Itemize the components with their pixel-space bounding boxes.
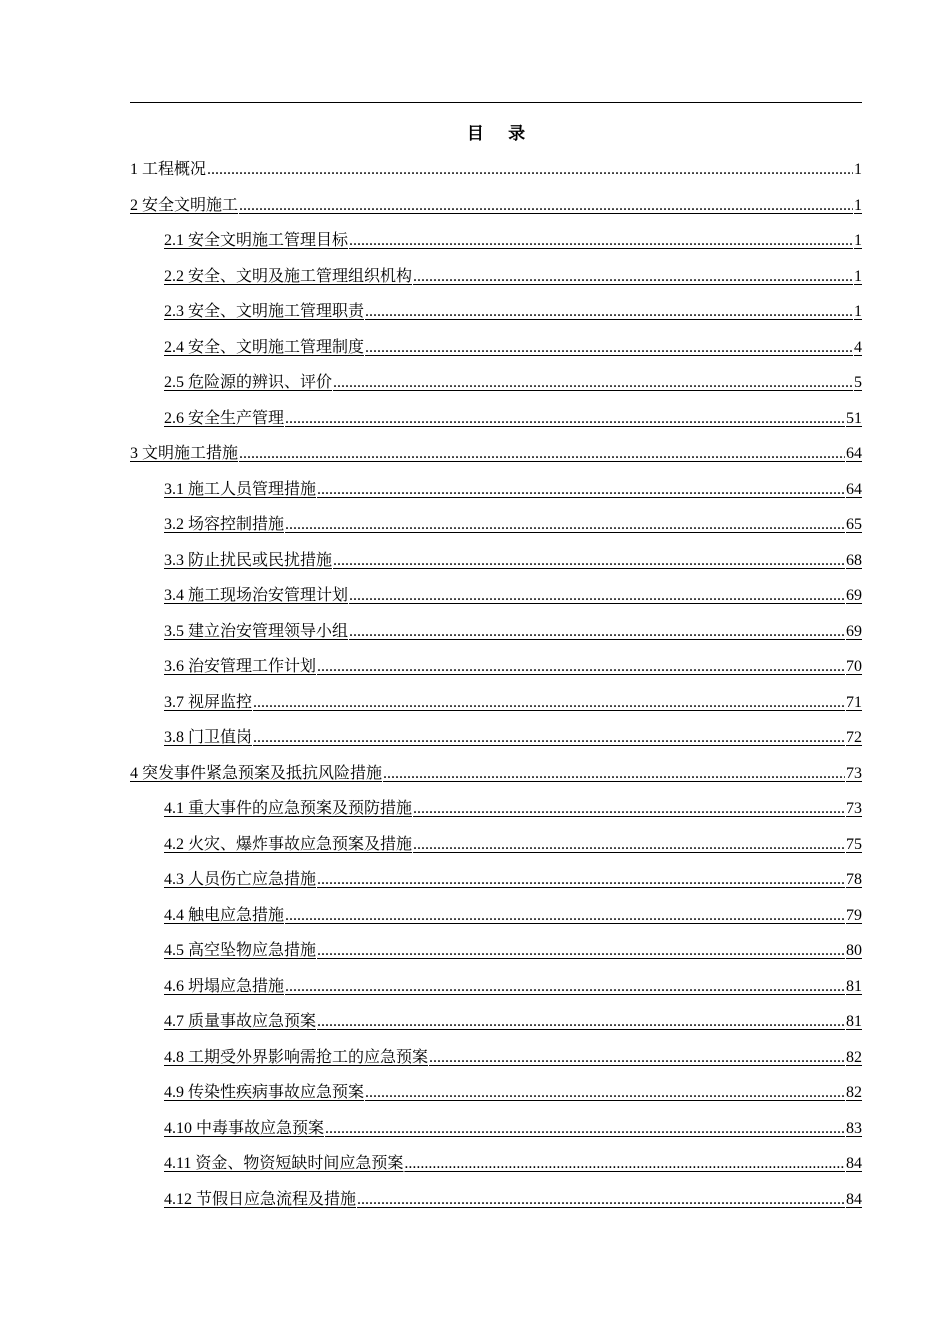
toc-dot-leader (317, 475, 845, 505)
toc-entry-text: 4.3 人员伤亡应急措施 (164, 871, 317, 888)
toc-dot-leader (413, 830, 845, 860)
toc-dot-leader (317, 1007, 845, 1037)
toc-entry[interactable] (130, 901, 862, 937)
toc-dot-leader (333, 546, 845, 576)
toc-entry-page-number: 69 (846, 587, 862, 604)
toc-entry-text: 2.5 危险源的辨识、评价 (164, 374, 333, 391)
toc-entry[interactable] (130, 262, 862, 298)
toc-entry-page-number: 84 (846, 1155, 862, 1172)
toc-entry-page-number: 78 (846, 871, 862, 888)
toc-entry-text: 4.7 质量事故应急预案 (164, 1013, 317, 1030)
toc-entry[interactable] (130, 1007, 862, 1043)
toc-entry-text: 2.4 安全、文明施工管理制度 (164, 338, 365, 356)
toc-entry-text: 4.12 节假日应急流程及措施 (164, 1190, 357, 1208)
toc-entry[interactable] (130, 1185, 862, 1221)
toc-entry[interactable] (130, 865, 862, 901)
toc-entry-page-number: 1 (854, 232, 862, 249)
toc-dot-leader (317, 936, 845, 966)
toc-entry-text: 4.9 传染性疾病事故应急预案 (164, 1084, 365, 1101)
toc-dot-leader (357, 1185, 845, 1215)
toc-entry-text: 3.4 施工现场治安管理计划 (164, 587, 349, 604)
toc-entry[interactable] (130, 510, 862, 546)
toc-entry-text: 2.6 安全生产管理 (164, 409, 285, 427)
toc-dot-leader (239, 439, 845, 469)
toc-entry-text: 3.3 防止扰民或民扰措施 (164, 551, 333, 569)
toc-entry-text: 4.5 高空坠物应急措施 (164, 942, 317, 959)
toc-entry[interactable] (130, 1043, 862, 1079)
toc-entry-page-number: 64 (846, 445, 862, 462)
toc-entry-page-number: 84 (846, 1190, 862, 1208)
toc-entry[interactable] (130, 1078, 862, 1114)
toc-entry-text: 2.3 安全、文明施工管理职责 (164, 303, 365, 320)
toc-entry-page-number: 73 (846, 764, 862, 782)
toc-entry[interactable] (130, 759, 862, 795)
toc-entry-text: 4.4 触电应急措施 (164, 906, 285, 924)
toc-entry-page-number: 64 (846, 480, 862, 498)
toc-entry-text: 4.1 重大事件的应急预案及预防措施 (164, 800, 413, 817)
toc-entry-page-number: 51 (846, 409, 862, 427)
toc-entry[interactable] (130, 297, 862, 333)
toc-entry-page-number: 81 (846, 977, 862, 995)
toc-dot-leader (325, 1114, 845, 1144)
toc-entry-page-number: 71 (846, 693, 862, 711)
toc-entry[interactable] (130, 226, 862, 262)
toc-title: 目 录 (466, 124, 536, 143)
toc-entry-page-number: 68 (846, 551, 862, 569)
toc-entry-page-number: 73 (846, 800, 862, 817)
header-rule (130, 102, 862, 103)
toc-entry-page-number: 5 (854, 374, 862, 391)
toc-entry[interactable] (130, 475, 862, 511)
toc-entry-text: 1 工程概况 (130, 161, 207, 178)
toc-dot-leader (413, 794, 845, 824)
toc-entry-page-number: 70 (846, 658, 862, 675)
toc-entry-text: 3.7 视屏监控 (164, 693, 253, 711)
toc-entry[interactable] (130, 581, 862, 617)
toc-entry-page-number: 69 (846, 622, 862, 640)
toc-dot-leader (365, 1078, 845, 1108)
toc-dot-leader (365, 333, 853, 363)
toc-entry-page-number: 75 (846, 835, 862, 853)
toc-dot-leader (285, 404, 845, 434)
toc-dot-leader (349, 226, 853, 256)
toc-dot-leader (317, 652, 845, 682)
toc-entry-text: 2.1 安全文明施工管理目标 (164, 232, 349, 249)
toc-entry-text: 2 安全文明施工 (130, 196, 239, 214)
toc-entry-page-number: 81 (846, 1013, 862, 1030)
toc-entry-page-number: 65 (846, 516, 862, 533)
toc-entry[interactable] (130, 155, 862, 191)
toc-entry-text: 3 文明施工措施 (130, 445, 239, 462)
toc-dot-leader (349, 581, 845, 611)
toc-entry[interactable] (130, 439, 862, 475)
toc-entry-page-number: 82 (846, 1084, 862, 1101)
toc-entry[interactable] (130, 333, 862, 369)
toc-entry[interactable] (130, 723, 862, 759)
toc-entry[interactable] (130, 936, 862, 972)
toc-entry[interactable] (130, 652, 862, 688)
toc-entry[interactable] (130, 546, 862, 582)
toc-dot-leader (333, 368, 853, 398)
toc-dot-leader (285, 901, 845, 931)
toc-dot-leader (429, 1043, 845, 1073)
toc-entry-text: 4.11 资金、物资短缺时间应急预案 (164, 1155, 404, 1172)
toc-dot-leader (253, 723, 845, 753)
toc-entry[interactable] (130, 1114, 862, 1150)
toc-entry-page-number: 1 (854, 161, 862, 178)
toc-dot-leader (413, 262, 853, 292)
toc-list (130, 155, 862, 1220)
toc-entry-text: 4.2 火灾、爆炸事故应急预案及措施 (164, 835, 413, 853)
toc-dot-leader (383, 759, 845, 789)
toc-entry-page-number: 1 (854, 303, 862, 320)
toc-dot-leader (317, 865, 845, 895)
toc-entry-page-number: 1 (854, 196, 862, 214)
toc-entry-page-number: 1 (854, 267, 862, 285)
toc-dot-leader (365, 297, 853, 327)
toc-entry[interactable] (130, 617, 862, 653)
toc-dot-leader (239, 191, 853, 221)
toc-entry-text: 2.2 安全、文明及施工管理组织机构 (164, 267, 413, 285)
toc-entry-page-number: 80 (846, 942, 862, 959)
toc-dot-leader (207, 155, 853, 185)
toc-dot-leader (404, 1149, 845, 1179)
toc-entry-text: 3.6 治安管理工作计划 (164, 658, 317, 675)
toc-entry-text: 3.2 场容控制措施 (164, 516, 285, 533)
toc-entry-text: 3.8 门卫值岗 (164, 729, 253, 746)
toc-entry[interactable] (130, 972, 862, 1008)
toc-entry[interactable] (130, 191, 862, 227)
toc-entry-page-number: 82 (846, 1048, 862, 1066)
toc-entry-text: 4.6 坍塌应急措施 (164, 977, 285, 995)
toc-entry-text: 4.8 工期受外界影响需抢工的应急预案 (164, 1048, 429, 1066)
toc-entry[interactable] (130, 404, 862, 440)
toc-entry-text: 4 突发事件紧急预案及抵抗风险措施 (130, 764, 383, 782)
toc-dot-leader (349, 617, 845, 647)
toc-dot-leader (253, 688, 845, 718)
toc-entry[interactable] (130, 830, 862, 866)
toc-entry[interactable] (130, 688, 862, 724)
toc-entry[interactable] (130, 794, 862, 830)
toc-entry[interactable] (130, 1149, 862, 1185)
toc-entry-text: 4.10 中毒事故应急预案 (164, 1119, 325, 1137)
toc-dot-leader (285, 972, 845, 1002)
toc-entry-page-number: 79 (846, 906, 862, 924)
toc-entry-text: 3.1 施工人员管理措施 (164, 480, 317, 498)
toc-dot-leader (285, 510, 845, 540)
toc-entry[interactable] (130, 368, 862, 404)
toc-entry-page-number: 72 (846, 729, 862, 746)
toc-entry-text: 3.5 建立治安管理领导小组 (164, 622, 349, 640)
toc-entry-page-number: 4 (854, 338, 862, 356)
toc-entry-page-number: 83 (846, 1119, 862, 1137)
